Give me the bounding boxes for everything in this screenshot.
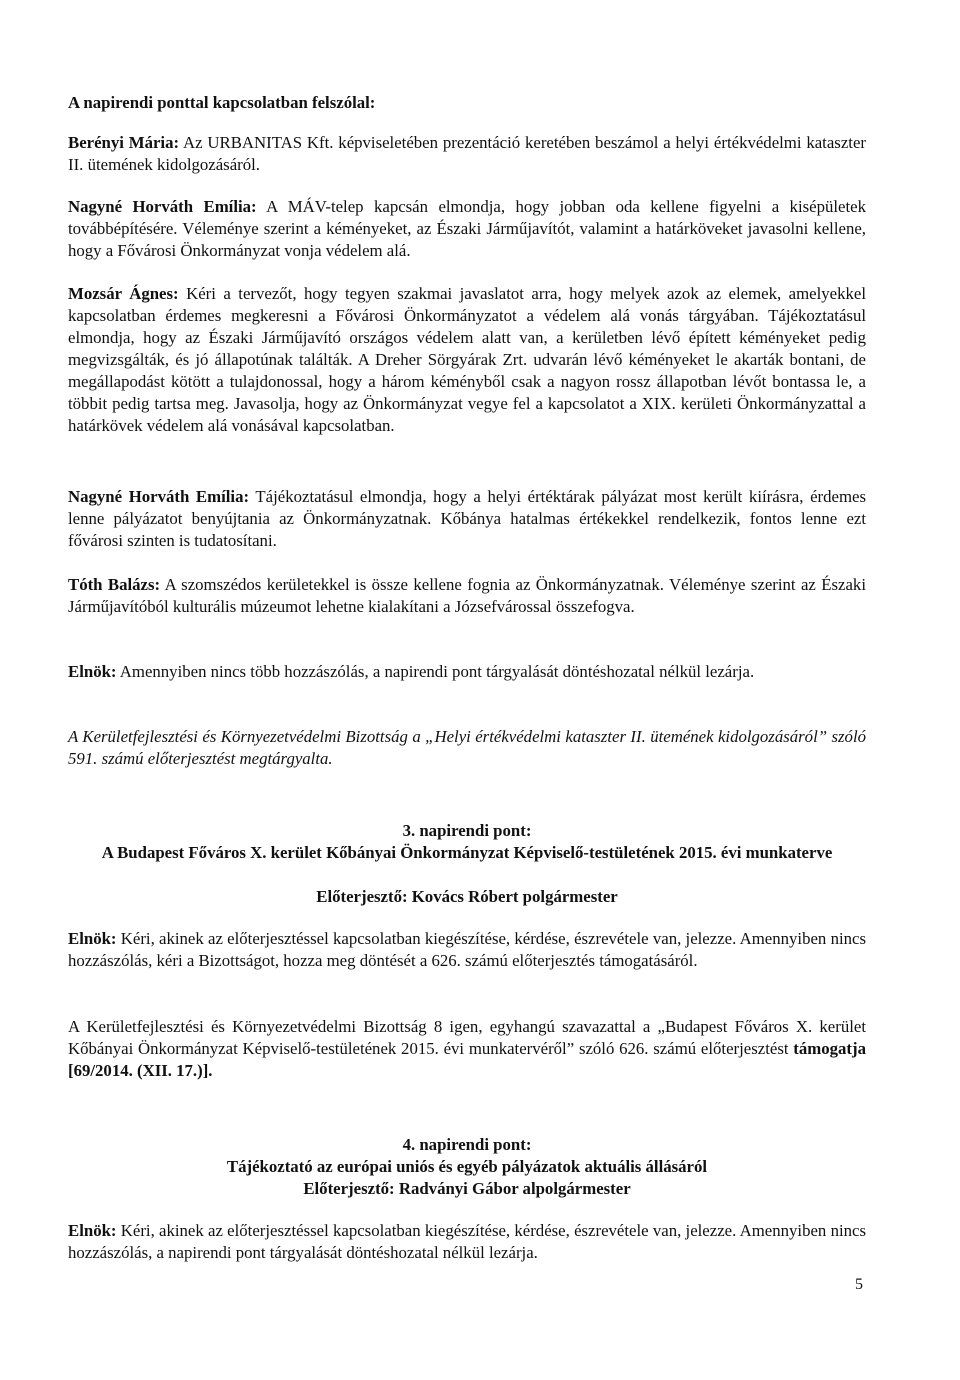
paragraph-berenyi [68,132,866,176]
paragraph-text: A szomszédos kerületekkel is össze kellene fognia az Önkormányzatnak. Véleménye szerint az Északi Járműjavítóból kulturális múzeumot lehetne kialakítani a Józsefvárossal összefogva. [68,575,866,616]
speaker-name: Berényi Mária: [68,133,180,152]
agenda-3-presenter: Előterjesztő: Kovács Róbert polgármester [316,887,618,906]
agenda-3-number: 3. napirendi pont: [402,821,532,840]
resolution-decision: támogatja [69/2014. (XII. 17.)]. [68,1039,866,1080]
agenda-3-chair-remark [68,928,866,972]
resolution-text: A Kerületfejlesztési és Környezetvédelmi Bizottság 8 igen, egyhangú szavazattal a „Budapest Főváros X. kerület Kőbányai Önkormányzat Képviselő-testületének 2015. évi munkatervéről” szóló 626. számú előterjesztést [68,1017,866,1058]
agenda-3-resolution [68,1016,866,1082]
agenda-4-number: 4. napirendi pont: [402,1135,532,1154]
speaker-name: Nagyné Horváth Emília: [68,487,250,506]
paragraph-text: Amennyiben nincs több hozzászólás, a napirendi pont tárgyalását döntéshozatal nélkül lezárja. [116,662,755,681]
speaker-name: Elnök: [68,929,117,948]
agenda-4-title: Tájékoztató az európai uniós és egyéb pályázatok aktuális állásáról [226,1157,708,1176]
paragraph-text: Az URBANITAS Kft. képviseletében prezentáció keretében beszámol a helyi értékvédelmi kataszter II. ütemének kidolgozásáról. [68,133,866,174]
decision-note: A Kerületfejlesztési és Környezetvédelmi Bizottság a „Helyi értékvédelmi kataszter II. ütemének kidolgozásáról” szóló 591. számú előterjesztést megtárgyalta. [68,727,866,768]
paragraph-nagyne-1 [68,196,866,262]
paragraph-toth [68,574,866,618]
speaker-name: Tóth Balázs: [68,575,161,594]
agenda-4-chair-remark [68,1220,866,1264]
page-number: 5 [855,1276,863,1293]
agenda-3-title: A Budapest Főváros X. kerület Kőbányai Önkormányzat Képviselő-testületének 2015. évi munkaterve [101,843,833,862]
paragraph-text: A MÁV-telep kapcsán elmondja, hogy jobban oda kellene figyelni a kisépületek továbbépítésére. Véleménye szerint a kéményeket, az Északi Járműjavítót, valamint a határköveket javasolni kellene, hogy a Fővárosi Önkormányzat vonja védelem alá. [68,197,866,260]
speaker-name: Elnök: [68,662,117,681]
agenda-4-presenter: Előterjesztő: Radványi Gábor alpolgármester [303,1179,631,1198]
paragraph-elnok-1 [68,661,866,683]
paragraph-text: Kéri, akinek az előterjesztéssel kapcsolatban kiegészítése, kérdése, észrevétele van, jelezze. Amennyiben nincs hozzászólás, kéri a Bizottságot, hozza meg döntését a 626. számú előterjesztés támogatásáról. [68,929,866,970]
speaker-name: Mozsár Ágnes: [68,284,179,303]
speaker-name: Nagyné Horváth Emília: [68,197,257,216]
paragraph-text: Tájékoztatásul elmondja, hogy a helyi értéktárak pályázat most került kiírásra, érdemes lenne pályázatot benyújtania az Önkormányzatnak. Kőbánya hatalmas értékekkel rendelkezik, fontos lenne ezt fővárosi szinten is tudatosítani. [68,487,866,550]
paragraph-text: Kéri a tervezőt, hogy tegyen szakmai javaslatot arra, hogy melyek azok az elemek, amelyekkel kapcsolatban érdemes megkeresni a Fővárosi Önkormányzatot a védelem alá vonás tárgyában. Tájékoztatásul elmondja, hogy az Északi Járműjavító országos védelem alatt van, a kerületben lévő épített kéményeket pedig megvizsgálták, és jó állapotúnak találták. A Dreher Sörgyárak Zrt. udvarán lévő kéményeket le akarták bontani, de megállapodást kötött a tulajdonossal, hogy a három kéményből csak a nagyon rossz állapotban lévőt bontassa le, a többit pedig tartsa meg. Javasolja, hogy az Önkormányzat vegye fel a kapcsolatot a XIX. kerületi Önkormányzattal a határkövek védelem alá vonásával kapcsolatban. [68,284,866,435]
paragraph-nagyne-2 [68,486,866,552]
speaker-name: Elnök: [68,1221,117,1240]
section-heading: A napirendi ponttal kapcsolatban felszólal: [68,93,376,112]
paragraph-mozsar [68,283,866,437]
paragraph-text: Kéri, akinek az előterjesztéssel kapcsolatban kiegészítése, kérdése, észrevétele van, jelezze. Amennyiben nincs hozzászólás, a napirendi pont tárgyalását döntéshozatal nélkül lezárja. [68,1221,866,1262]
